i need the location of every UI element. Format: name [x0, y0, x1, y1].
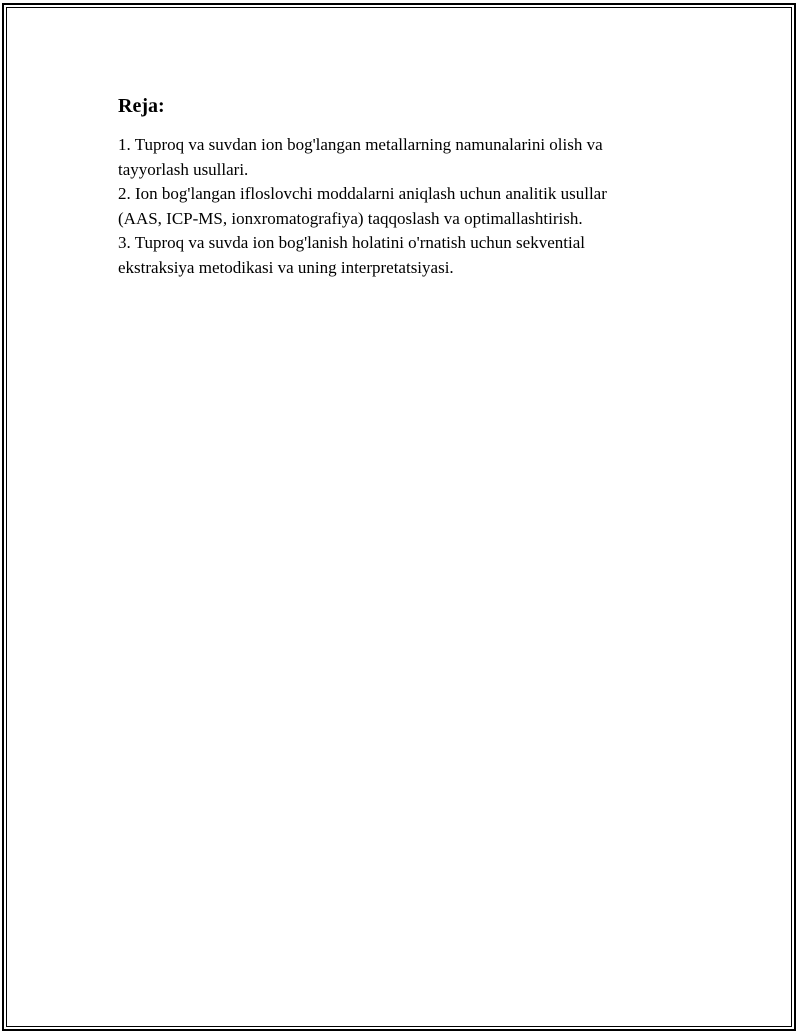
plan-item-3-line-1: 3. Tuproq va suvda ion bog'lanish holatini o'rnatish uchun sekvential — [118, 233, 585, 252]
plan-item-2 — [118, 182, 678, 231]
plan-item-2-line-1: 2. Ion bog'langan ifloslovchi moddalarni aniqlash uchun analitik usullar — [118, 184, 607, 203]
plan-heading: Reja: — [118, 95, 165, 117]
plan-item-3 — [118, 231, 678, 280]
plan-item-2-line-2: (AAS, ICP-MS, ionxromatografiya) taqqoslash va optimallashtirish. — [118, 208, 583, 228]
plan-item-1-line-2: tayyorlash usullari. — [118, 159, 249, 179]
plan-item-1 — [118, 133, 678, 182]
plan-item-1-line-1: 1. Tuproq va suvdan ion bog'langan metallarning namunalarini olish va — [118, 135, 603, 154]
plan-item-3-line-2: ekstraksiya metodikasi va uning interpretatsiyasi. — [118, 257, 454, 277]
document-body — [118, 92, 678, 280]
